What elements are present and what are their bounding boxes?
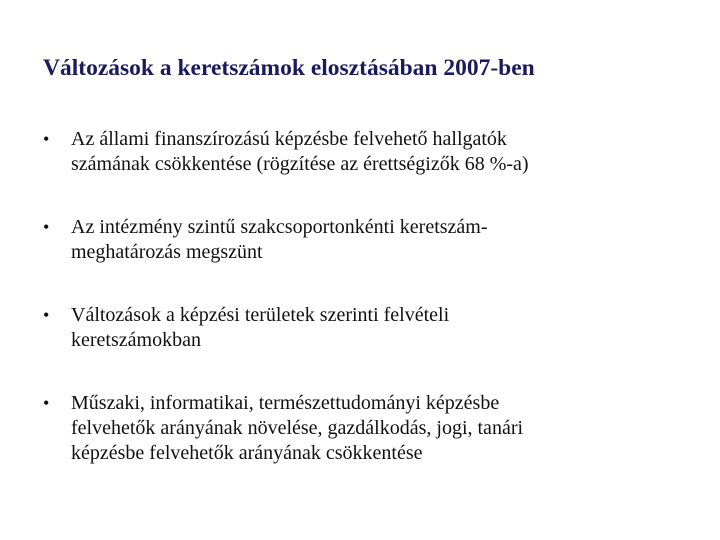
bullet-list [43, 127, 683, 504]
bullet-line: Műszaki, informatikai, természettudományi képzésbe [71, 392, 500, 414]
bullet-line: meghatározás megszünt [71, 241, 263, 263]
bullet-item [43, 303, 683, 353]
bullet-line: Az intézmény szintű szakcsoportonkénti keretszám- [71, 216, 488, 238]
bullet-item [43, 215, 683, 265]
bullet-icon: • [43, 305, 50, 325]
bullet-item [43, 127, 683, 177]
bullet-line: Változások a képzési területek szerinti felvételi [71, 304, 450, 326]
slide-title: Változások a keretszámok elosztásában 2007-ben [43, 55, 535, 81]
bullet-line: számának csökkentése (rögzítése az érettségizők 68 %-a) [71, 153, 529, 175]
bullet-icon: • [43, 129, 50, 149]
bullet-line: felvehetők arányának növelése, gazdálkodás, jogi, tanári [71, 417, 524, 439]
bullet-icon: • [43, 217, 50, 237]
bullet-icon: • [43, 393, 50, 413]
bullet-item [43, 391, 683, 466]
bullet-line: Az állami finanszírozású képzésbe felvehető hallgatók [71, 128, 507, 150]
bullet-line: keretszámokban [71, 329, 201, 351]
bullet-line: képzésbe felvehetők arányának csökkentése [71, 442, 423, 464]
